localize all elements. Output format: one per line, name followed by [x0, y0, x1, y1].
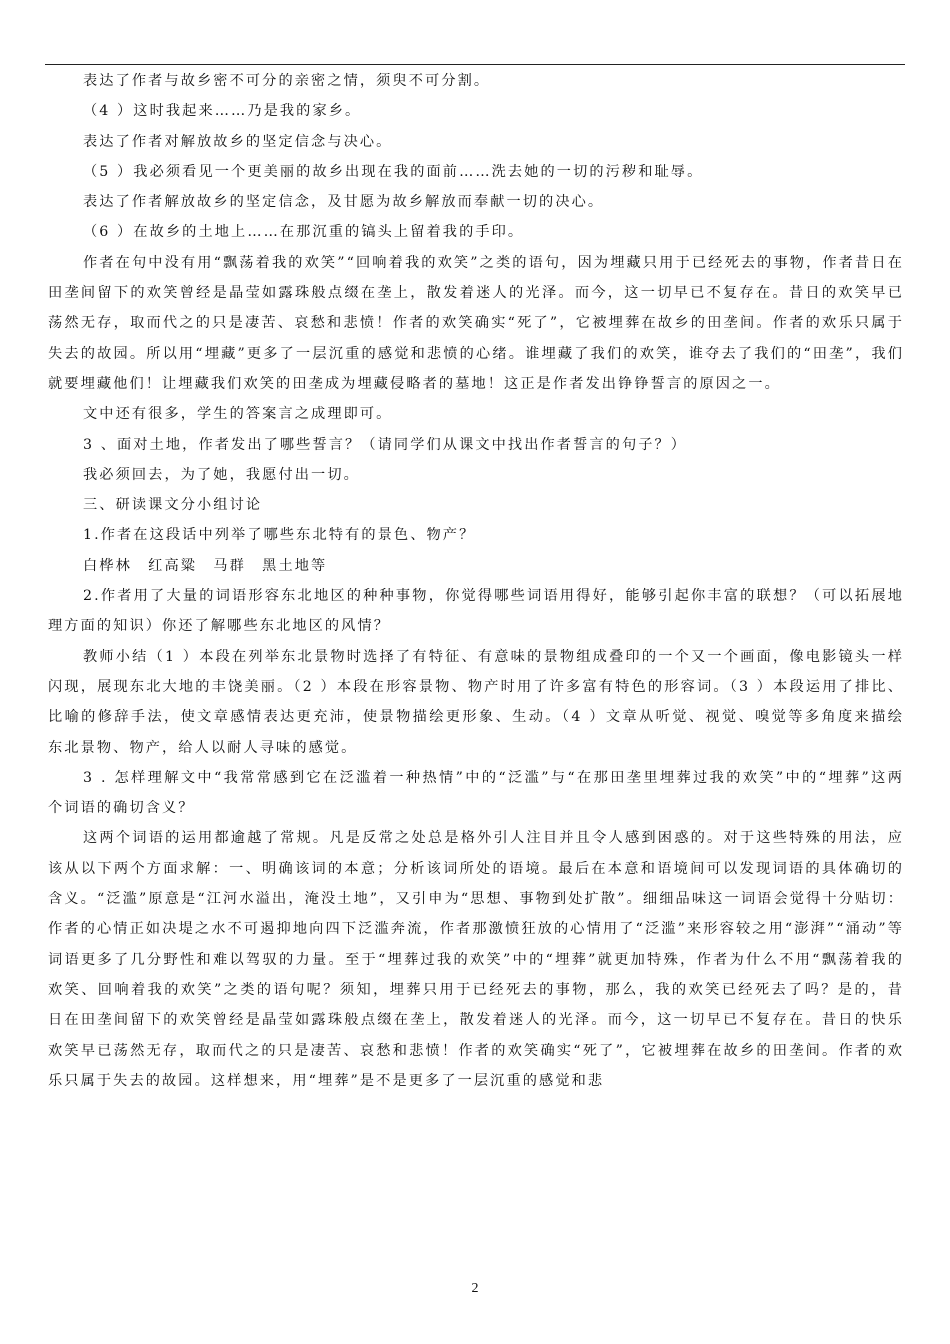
paragraph-9: 3 、面对土地，作者发出了哪些誓言？（请同学们从课文中找出作者誓言的句子？）	[83, 436, 688, 453]
question-1: 1.作者在这段话中列举了哪些东北特有的景色、物产？	[83, 527, 476, 544]
paragraph-8: 文中还有很多，学生的答案言之成理即可。	[83, 406, 393, 423]
paragraph-1: 表达了作者与故乡密不可分的亲密之情，须臾不可分割。	[83, 73, 491, 89]
page-number: 2	[471, 1281, 479, 1296]
answer-1: 白桦林 红高粱 马群 黑土地等	[83, 557, 328, 574]
paragraph-2: （4 ）这时我起来……乃是我的家乡。	[83, 103, 362, 120]
paragraph-7: 作者在句中没有用“飘荡着我的欢笑”“回响着我的欢笑”之类的语句，因为埋藏只用于已经死去的事物，作者昔日在田垄间留下的欢笑曾经是晶莹如露珠般点缀在垄上，散发着迷人的光泽。而今，这一切早已不复存在。昔日的欢笑早已荡然无存，取而代之的只是凄苦、哀愁和悲愤！作者的欢笑确实“死了”，它被埋葬在故乡的田垄间。作者的欢乐只属于失去的故园。所以用“埋藏”更多了一层沉重的感觉和悲愤的心绪。谁埋藏了我们的欢笑，谁夺去了我们的“田垄”，我们就要埋藏他们！让埋藏我们欢笑的田垄成为埋藏侵略者的墓地！这正是作者发出铮铮誓言的原因之一。	[48, 254, 904, 392]
paragraph-6: （6 ）在故乡的土地上……在那沉重的镐头上留着我的手印。	[83, 224, 525, 241]
body-text	[48, 66, 904, 1096]
paragraph-5: 表达了作者解放故乡的坚定信念，及甘愿为故乡解放而奉献一切的决心。	[83, 194, 605, 211]
paragraph-3: 表达了作者对解放故乡的坚定信念与决心。	[83, 133, 393, 150]
paragraph-4: （5 ）我必须看见一个更美丽的故乡出现在我的面前……洗去她的一切的污秽和耻辱。	[83, 163, 704, 180]
teacher-summary: 教师小结（1 ）本段在列举东北景物时选择了有特征、有意味的景物组成叠印的一个又一个画面，像电影镜头一样闪现，展现东北大地的丰饶美丽。（2 ）本段在形容景物、物产时用了许多富有特色的形容词。（3 ）本段运用了排比、比喻的修辞手法，使文章感情表达更充沛，使景物描绘更形象、生动。（4 ）文章从听觉、视觉、嗅觉等多角度来描绘东北景物、物产，给人以耐人寻味的感觉。	[48, 648, 904, 756]
question-2: 2.作者用了大量的词语形容东北地区的种种事物，你觉得哪些词语用得好，能够引起你丰富的联想？（可以拓展地理方面的知识）你还了解哪些东北地区的风情？	[48, 588, 904, 635]
paragraph-10: 我必须回去，为了她，我愿付出一切。	[83, 466, 360, 483]
answer-3: 这两个词语的运用都逾越了常规。凡是反常之处总是格外引人注目并且令人感到困惑的。对于这些特殊的用法，应该从以下两个方面求解：一、明确该词的本意；分析该词所处的语境。最后在本意和语境间可以发现词语的具体确切的含义。“泛滥”原意是“江河水溢出，淹没土地”，又引申为“思想、事物到处扩散”。细细品味这一词语会觉得十分贴切：作者的心情正如决堤之水不可遏抑地向四下泛滥奔流，作者那激愤狂放的心情用了“泛滥”来形容较之用“澎湃”“涌动”等词语更多了几分野性和难以驾驭的力量。至于“埋葬过我的欢笑”中的“埋葬”就更加特殊，作者为什么不用“飘荡着我的欢笑、回响着我的欢笑”之类的语句呢？须知，埋葬只用于已经死去的事物，那么，我的欢笑已经死去了吗？是的，昔日在田垄间留下的欢笑曾经是晶莹如露珠般点缀在垄上，散发着迷人的光泽。而今，这一切早已不复存在。昔日的快乐欢笑早已荡然无存，取而代之的只是凄苦、哀愁和悲愤！作者的欢笑确实“死了”，它被埋葬在故乡的田垄间。作者的欢乐只属于失去的故园。这样想来，用“埋葬”是不是更多了一层沉重的感觉和悲	[48, 830, 904, 1089]
question-3: 3 . 怎样理解文中“我常常感到它在泛滥着一种热情”中的“泛滥”与“在那田垄里埋葬过我的欢笑”中的“埋葬”这两个词语的确切含义？	[48, 769, 904, 817]
header-rule	[45, 64, 905, 65]
section-heading: 三、研读课文分小组讨论	[83, 497, 263, 514]
